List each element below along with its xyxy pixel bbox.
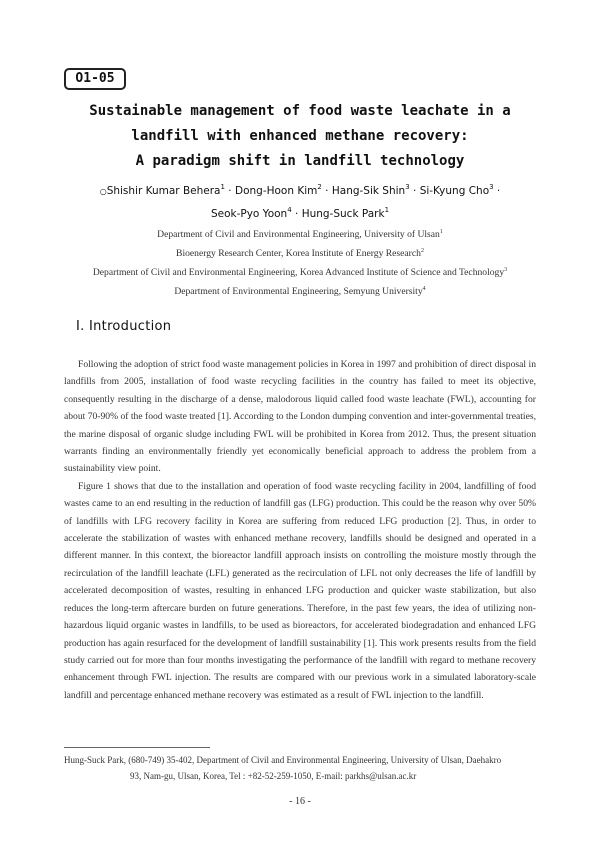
affiliation-text: Bioenergy Research Center, Korea Institute of Energy Research (176, 248, 421, 259)
author-separator: · (224, 185, 235, 197)
author-separator: · (321, 185, 332, 197)
author-affiliation-number: 3 (405, 183, 410, 191)
section-heading-introduction: Ⅰ. Introduction (76, 319, 172, 334)
author-name: Si-Kyung Cho (419, 185, 490, 197)
presenter-mark: ○ (99, 187, 107, 196)
author-affiliation-number: 2 (317, 183, 322, 191)
body-paragraph: Figure 1 shows that due to the installation and operation of food waste recycling facility in 2004, landfilling of food wastes came to an end resulting in the reduction of landfill gas (LFG) production. This could be the reason why over 50% of landfills with LFG recovery facility in Korea are suffering from reduced LFG production [2]. Thus, in order to accelerate the stabilization of wastes with enhanced methane recovery, landfills should be designed and operated in a different manner. In this context, the bioreactor landfill approach insists on controlling the moisture mostly through the recirculation of the landfill leachate (LFL) generated as the recirculation of LFL not only decreases the life of landfill by accelerated decomposition of wastes, resulting in enhanced LFG production and quicker waste stabilization, but also reduces the long-term aftercare burden on future generations. Therefore, in the past few years, the idea of utilizing non-hazardous liquid organic wastes in landfills, to be used as bioreactors, for accelerated biodegradation and enhanced LFG production has again resurfaced for the development of landfill sustainability [1]. This work presents results from the field study carried out for more than four months investigating the performance of the landfill with regard to methane recovery enhancement through FWL injection. The results are compared with our previous work in a simulated laboratory-scale landfill and percentage enhanced methane recovery was estimated as a result of FWL injection to the landfill. (64, 480, 536, 701)
corresponding-author-footnote (64, 753, 536, 784)
author-line (40, 180, 560, 203)
affiliation-list (40, 225, 560, 301)
author-separator: · (291, 208, 302, 220)
affiliation (40, 282, 560, 301)
author-name: Dong-Hoon Kim (234, 185, 318, 197)
introduction-body (64, 356, 536, 704)
affiliation-text: Department of Environmental Engineering, Semyung University (174, 286, 423, 297)
footnote-divider (64, 747, 210, 748)
affiliation-number: 1 (439, 229, 443, 235)
title-line: landfill with enhanced methane recovery: (131, 128, 469, 144)
author-list (40, 180, 560, 226)
author-name: Shishir Kumar Behera (106, 185, 221, 197)
page-number: - 16 - (289, 796, 311, 807)
affiliation (40, 244, 560, 263)
affiliation-number: 4 (422, 286, 426, 292)
paper-title (40, 99, 560, 174)
author-name: Hung-Suck Park (301, 208, 385, 220)
author-separator: · (409, 185, 420, 197)
author-affiliation-number: 1 (384, 206, 390, 214)
title-line: A paradigm shift in landfill technology (135, 153, 465, 169)
author-affiliation-number: 1 (220, 183, 225, 191)
paper-code-badge: O1-05 (64, 68, 126, 90)
affiliation (40, 263, 560, 282)
author-line (40, 203, 560, 226)
footnote-line: 93, Nam-gu, Ulsan, Korea, Tel : +82-52-259-1050, E-mail: parkhs@ulsan.ac.kr (130, 770, 417, 781)
affiliation-number: 2 (420, 248, 424, 254)
affiliation (40, 225, 560, 244)
author-name: Seok-Pyo Yoon (210, 208, 288, 220)
affiliation-number: 3 (504, 267, 508, 273)
affiliation-text: Department of Civil and Environmental Engineering, Korea Advanced Institute of Science and Technology (92, 267, 505, 278)
affiliation-text: Department of Civil and Environmental Engineering, University of Ulsan (157, 229, 440, 240)
body-paragraph: Following the adoption of strict food waste management policies in Korea in 1997 and prohibition of direct disposal in landfills from 2005, installation of food waste recycling facilities in the country has failed to meet its objective, consequently resulting in the discharge of a dense, malodorous liquid called food waste leachate (FWL), accounting for about 70-90% of the food waste treated [1]. According to the London dumping convention and inter-governmental treaties, the marine disposal of organic sludge including FWL will be prohibited in Korea from 2012. Thus, the present situation warrants finding an environmentally friendly yet economically beneficial approach to address the problem from a sustainability view point. (64, 359, 536, 475)
footnote-line: Hung-Suck Park, (680-749) 35-402, Department of Civil and Environmental Engineering, University of Ulsan, Daehakro (64, 755, 502, 765)
author-separator: · (493, 185, 501, 197)
author-affiliation-number: 3 (489, 183, 494, 191)
title-line: Sustainable management of food waste leachate in a (89, 103, 511, 119)
author-affiliation-number: 4 (287, 206, 292, 214)
author-name: Hang-Sik Shin (331, 185, 406, 197)
